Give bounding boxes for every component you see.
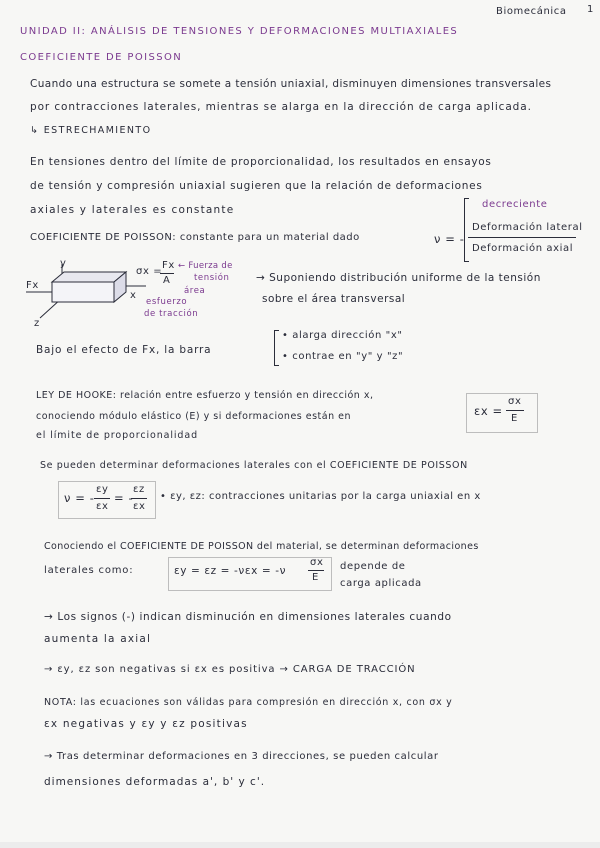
- lateral-num-1: εy: [96, 484, 109, 495]
- negative-note: → εy, εz son negativas si εx es positiva → CARGA DE TRACCIÓN: [44, 664, 416, 675]
- para2-line-1: En tensiones dentro del límite de proporcionalidad, los resultados en ensayos: [30, 156, 492, 168]
- axis-y-label: y: [60, 258, 67, 269]
- intro-line-1: Cuando una estructura se somete a tensión uniaxial, disminuyen dimensiones transversales: [30, 78, 552, 90]
- knowing-depends-2: carga aplicada: [340, 578, 422, 589]
- hooke-numerator: σx: [508, 396, 522, 407]
- sigma-denominator: A: [163, 275, 171, 286]
- bar-front-face: [52, 282, 114, 302]
- hooke-fraction-bar: [506, 410, 524, 411]
- hooke-line-1: LEY DE HOOKE: relación entre esfuerzo y tensión en dirección x,: [36, 390, 374, 401]
- axis-x-label: x: [130, 290, 137, 301]
- page-bottom-edge: [0, 842, 600, 848]
- poisson-note: decreciente: [482, 199, 548, 210]
- intro-line-3: ↳ ESTRECHAMIENTO: [30, 125, 152, 136]
- knowing-fraction-bar: [308, 570, 324, 571]
- assumption-line-2: sobre el área transversal: [262, 293, 406, 305]
- hooke-line-3: el límite de proporcionalidad: [36, 430, 199, 441]
- lateral-bar-1: [94, 498, 110, 499]
- page-title: UNIDAD II: ANÁLISIS DE TENSIONES Y DEFORMACIONES MULTIAXIALES: [20, 26, 459, 37]
- poisson-fraction-bar: [468, 237, 576, 238]
- intro-line-2: por contracciones laterales, mientras se alarga en la dirección de carga aplicada.: [30, 101, 532, 113]
- sigma-note-2: tensión: [194, 273, 230, 283]
- sigma-note-4: esfuerzo: [146, 297, 188, 307]
- lateral-line-1: Se pueden determinar deformaciones laterales con el COEFICIENTE DE POISSON: [40, 460, 468, 471]
- signs-line-2: aumenta la axial: [44, 633, 152, 645]
- poisson-symbol: ν = -: [434, 232, 465, 246]
- assumption-line-1: → Suponiendo distribución uniforme de la tensión: [256, 272, 541, 284]
- para2-line-2: de tensión y compresión uniaxial sugieren que la relación de deformaciones: [30, 180, 483, 192]
- axis-z-label: z: [34, 318, 40, 329]
- lateral-lhs: ν = -: [64, 491, 95, 505]
- effect-bracket: [274, 330, 279, 366]
- sigma-fraction-bar: [160, 273, 174, 274]
- final-line-2: dimensiones deformadas a', b' y c'.: [44, 776, 266, 788]
- poisson-denominator: Deformación axial: [472, 243, 574, 254]
- knowing-formula: εy = εz = -νεx = -ν: [174, 565, 287, 577]
- poisson-definition: COEFICIENTE DE POISSON: constante para un material dado: [30, 232, 360, 243]
- knowing-line-1: Conociendo el COEFICIENTE DE POISSON del material, se determinan deformaciones: [44, 541, 479, 552]
- sigma-note-1: ← Fuerza de: [178, 261, 233, 271]
- force-label: Fx: [26, 280, 39, 291]
- knowing-denominator: E: [312, 572, 319, 583]
- sigma-lhs: σx =: [136, 266, 163, 277]
- nota-line-1: NOTA: las ecuaciones son válidas para compresión en dirección x, con σx y: [44, 697, 453, 708]
- lateral-bar-2: [131, 498, 147, 499]
- signs-line-1: → Los signos (-) indican disminución en dimensiones laterales cuando: [44, 611, 452, 623]
- lateral-den-1: εx: [96, 501, 109, 512]
- bar-top-face: [52, 272, 126, 282]
- effect-lead: Bajo el efecto de Fx, la barra: [36, 344, 212, 356]
- nota-line-2: εx negativas y εy y εz positivas: [44, 718, 248, 730]
- final-line-1: → Tras determinar deformaciones en 3 direcciones, se pueden calcular: [44, 751, 439, 762]
- para2-line-3: axiales y laterales es constante: [30, 204, 235, 216]
- lateral-description: • εy, εz: contracciones unitarias por la carga uniaxial en x: [160, 491, 481, 502]
- sigma-note-3: área: [184, 286, 206, 296]
- knowing-depends-1: depende de: [340, 561, 406, 572]
- poisson-bracket: [464, 198, 469, 262]
- sigma-note-5: de tracción: [144, 309, 199, 319]
- effect-item-2: • contrae en "y" y "z": [282, 351, 404, 362]
- lateral-num-2: εz: [133, 484, 145, 495]
- hooke-lhs: εx =: [474, 404, 503, 418]
- subject-label: Biomecánica: [496, 6, 567, 17]
- section-title: COEFICIENTE DE POISSON: [20, 52, 183, 63]
- hooke-line-2: conociendo módulo elástico (E) y si deformaciones están en: [36, 411, 352, 422]
- lateral-eq: = -: [114, 491, 134, 505]
- lateral-den-2: εx: [133, 501, 146, 512]
- sigma-numerator: Fx: [162, 260, 175, 271]
- hooke-denominator: E: [511, 413, 518, 424]
- knowing-line-2: laterales como:: [44, 565, 134, 576]
- effect-item-1: • alarga dirección "x": [282, 330, 403, 341]
- knowing-numerator: σx: [310, 557, 324, 568]
- poisson-numerator: Deformación lateral: [472, 222, 583, 233]
- page-number: 1: [587, 4, 594, 15]
